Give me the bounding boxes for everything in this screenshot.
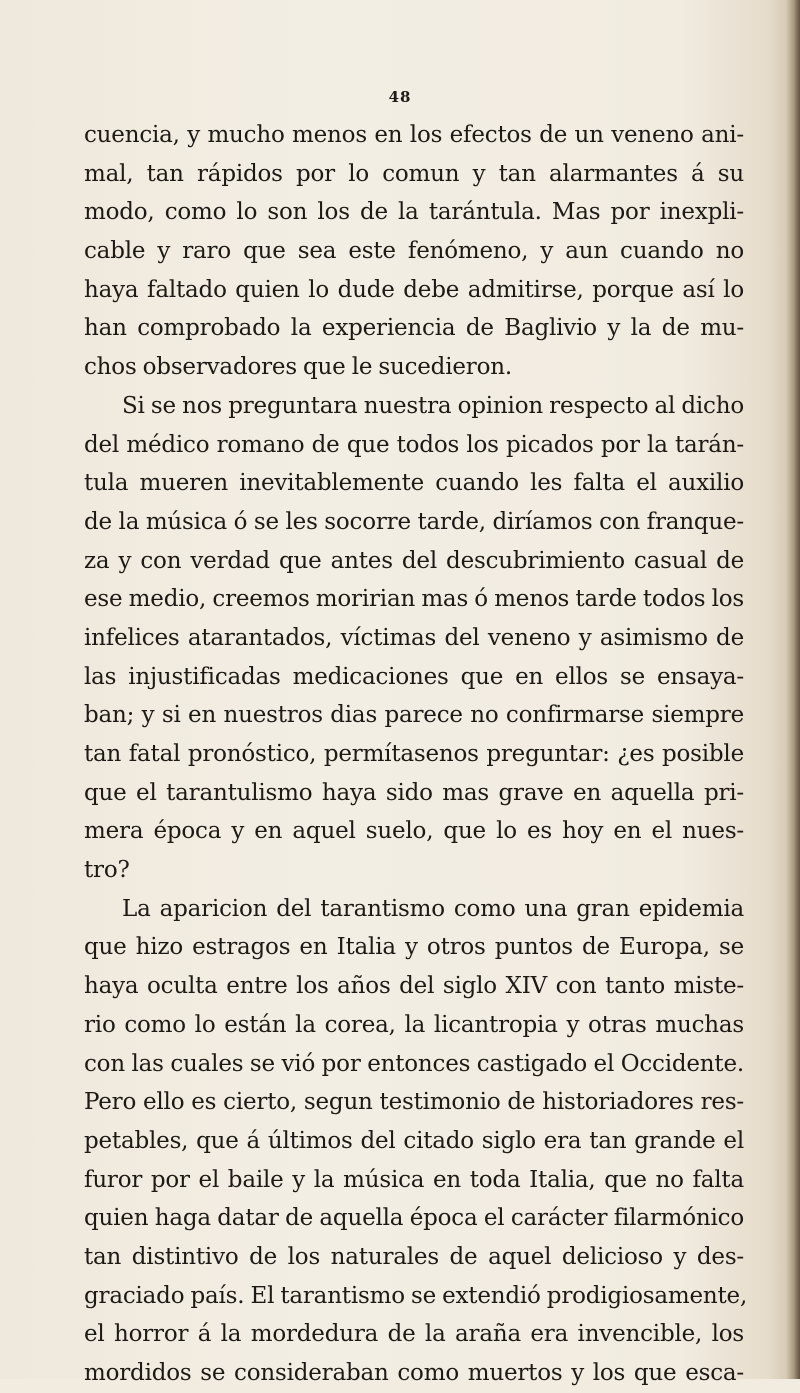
text-line: haya oculta entre los años del siglo XIV con tanto miste- [84,973,744,1000]
text-line: han comprobado la experiencia de Baglivio y la de mu- [84,315,744,342]
text-line: mal, tan rápidos por lo comun y tan alarmantes á su [84,160,744,187]
text-line: za y con verdad que antes del descubrimiento casual de [84,547,744,574]
page-edge-shadow [786,0,800,1379]
text-line: mordidos se consideraban como muertos y los que esca- [84,1360,744,1386]
text-line: infelices atarantados, víctimas del veneno y asimismo de [84,624,744,651]
text-line: furor por el baile y la música en toda Italia, que no falta [84,1166,744,1193]
text-line: Pero ello es cierto, segun testimonio de historiadores res- [84,1089,744,1116]
text-line: rio como lo están la corea, la licantropia y otras muchas [84,1011,744,1038]
text-line: haya faltado quien lo dude debe admitirse, porque así lo [84,276,744,303]
text-line: Si se nos preguntara nuestra opinion respecto al dicho [122,392,744,419]
text-line: las injustificadas medicaciones que en ellos se ensaya- [84,663,744,690]
page-number: 48 [388,88,412,106]
text-line: petables, que á últimos del citado siglo era tan grande el [84,1127,744,1154]
text-line: modo, como lo son los de la tarántula. Mas por inexpli- [84,199,744,226]
body-text [84,116,748,1393]
text-line: que hizo estragos en Italia y otros puntos de Europa, se [84,934,744,961]
text-line: que el tarantulismo haya sido mas grave en aquella pri- [84,779,744,806]
text-line: graciado país. El tarantismo se extendió prodigiosamente, [84,1282,748,1309]
text-line: tro? [84,857,130,884]
text-line: el horror á la mordedura de la araña era invencible, los [84,1321,744,1348]
text-line: cable y raro que sea este fenómeno, y aun cuando no [84,238,744,265]
text-line: tan fatal pronóstico, permítasenos preguntar: ¿es posible [84,741,744,767]
text-line: de la música ó se les socorre tarde, diríamos con franque- [84,508,744,535]
text-line: quien haga datar de aquella época el carácter filarmónico [84,1205,744,1232]
text-line: chos observadores que le sucedieron. [84,354,512,381]
text-line: cuencia, y mucho menos en los efectos de un veneno ani- [84,122,744,148]
text-line: ban; y si en nuestros dias parece no confirmarse siempre [84,702,744,729]
text-line: La aparicion del tarantismo como una gran epidemia [122,895,744,922]
text-line: ese medio, creemos moririan mas ó menos tarde todos los [84,586,744,613]
text-line: del médico romano de que todos los picados por la tarán- [84,431,744,458]
text-line: mera época y en aquel suelo, que lo es hoy en el nues- [84,818,744,845]
text-line: tula mueren inevitablemente cuando les falta el auxilio [84,470,744,497]
text-line: con las cuales se vió por entonces castigado el Occidente. [84,1050,744,1077]
text-line: tan distintivo de los naturales de aquel delicioso y des- [84,1243,744,1270]
